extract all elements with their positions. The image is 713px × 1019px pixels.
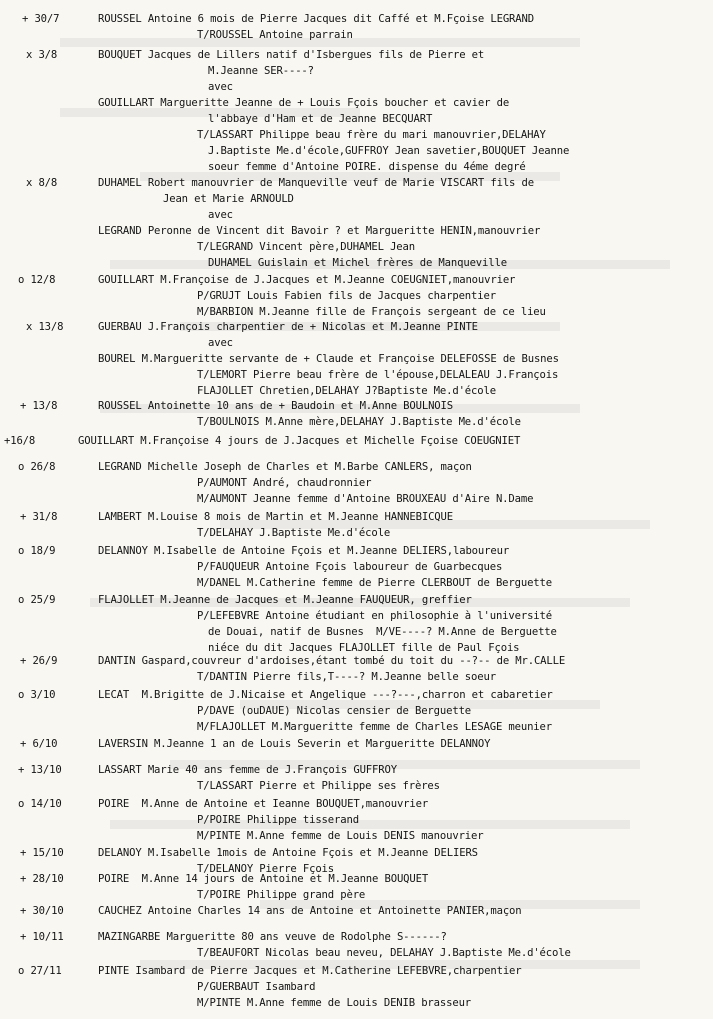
entry-detail-line: T/LEMORT Pierre beau frère de l'épouse,DELALEAU J.François — [197, 369, 559, 381]
entry-main-line: LAMBERT M.Louise 8 mois de Martin et M.Jeanne HANNEBICQUE — [98, 511, 453, 523]
entry-detail-line: GOUILLART Margueritte Jeanne de + Louis Fçois boucher et cavier de — [98, 97, 510, 109]
entry-date-marker: o 26/8 — [18, 461, 56, 473]
entry-detail-line: P/POIRE Philippe tisserand — [197, 814, 359, 826]
entry-detail-line: T/DANTIN Pierre fils,T----? M.Jeanne belle soeur — [197, 671, 496, 683]
entry-main-line: ROUSSEL Antoinette 10 ans de + Baudoin et M.Anne BOULNOIS — [98, 400, 453, 412]
entry-detail-line: T/BEAUFORT Nicolas beau neveu, DELAHAY J.Baptiste Me.d'école — [197, 947, 571, 959]
entry-detail-line: M/DANEL M.Catherine femme de Pierre CLERBOUT de Berguette — [197, 577, 552, 589]
entry-detail-line: P/FAUQUEUR Antoine Fçois laboureur de Guarbecques — [197, 561, 503, 573]
entry-date-marker: o 25/9 — [18, 594, 56, 606]
entry-date-marker: + 30/10 — [20, 905, 64, 917]
entry-date-marker: + 31/8 — [20, 511, 58, 523]
entry-detail-line: J.Baptiste Me.d'école,GUFFROY Jean savetier,BOUQUET Jeanne — [208, 145, 570, 157]
entry-date-marker: x 8/8 — [26, 177, 58, 189]
entry-detail-line: Jean et Marie ARNOULD — [163, 193, 294, 205]
entry-detail-line: T/POIRE Philippe grand père — [197, 889, 366, 901]
entry-main-line: POIRE M.Anne de Antoine et Ieanne BOUQUET,manouvrier — [98, 798, 429, 810]
entry-detail-line: avec — [208, 337, 233, 349]
entry-detail-line: BOUREL M.Margueritte servante de + Claude et Françoise DELEFOSSE de Busnes — [98, 353, 559, 365]
entry-main-line: LASSART Marie 40 ans femme de J.François GUFFROY — [98, 764, 397, 776]
entry-main-line: ROUSSEL Antoine 6 mois de Pierre Jacques dit Caffé et M.Fçoise LEGRAND — [98, 13, 534, 25]
entry-detail-line: T/LEGRAND Vincent père,DUHAMEL Jean — [197, 241, 415, 253]
entry-date-marker: +16/8 — [4, 435, 36, 447]
entry-date-marker: + 6/10 — [20, 738, 58, 750]
entry-date-marker: + 15/10 — [20, 847, 64, 859]
entry-detail-line: P/LEFEBVRE Antoine étudiant en philosophie à l'université — [197, 610, 552, 622]
entry-date-marker: x 3/8 — [26, 49, 58, 61]
entry-detail-line: M/PINTE M.Anne femme de Louis DENIS manouvrier — [197, 830, 484, 842]
entry-date-marker: x 13/8 — [26, 321, 64, 333]
entry-main-line: DUHAMEL Robert manouvrier de Manqueville veuf de Marie VISCART fils de — [98, 177, 534, 189]
entry-detail-line: avec — [208, 209, 233, 221]
entry-detail-line: M/FLAJOLLET M.Margueritte femme de Charles LESAGE meunier — [197, 721, 552, 733]
entry-detail-line: M/PINTE M.Anne femme de Louis DENIB brasseur — [197, 997, 472, 1009]
entry-main-line: CAUCHEZ Antoine Charles 14 ans de Antoine et Antoinette PANIER,maçon — [98, 905, 522, 917]
entry-main-line: DANTIN Gaspard,couvreur d'ardoises,étant tombé du toit du --?-- de Mr.CALLE — [98, 655, 566, 667]
entry-main-line: FLAJOLLET M.Jeanne de Jacques et M.Jeanne FAUQUEUR, greffier — [98, 594, 472, 606]
entry-detail-line: M/BARBION M.Jeanne fille de François sergeant de ce lieu — [197, 306, 546, 318]
entry-detail-line: P/GUERBAUT Isambard — [197, 981, 316, 993]
entry-main-line: DELANOY M.Isabelle 1mois de Antoine Fçois et M.Jeanne DELIERS — [98, 847, 478, 859]
entry-date-marker: + 30/7 — [22, 13, 60, 25]
entry-detail-line: T/ROUSSEL Antoine parrain — [197, 29, 353, 41]
entry-detail-line: M/AUMONT Jeanne femme d'Antoine BROUXEAU d'Aire N.Dame — [197, 493, 534, 505]
entry-main-line: MAZINGARBE Margueritte 80 ans veuve de Rodolphe S------? — [98, 931, 447, 943]
entry-detail-line: de Douai, natif de Busnes M/VE----? M.Anne de Berguette — [208, 626, 557, 638]
entry-main-line: PINTE Isambard de Pierre Jacques et M.Catherine LEFEBVRE,charpentier — [98, 965, 522, 977]
entry-main-line: GOUILLART M.Françoise de J.Jacques et M.Jeanne COEUGNIET,manouvrier — [98, 274, 516, 286]
entry-main-line: POIRE M.Anne 14 jours de Antoine et M.Jeanne BOUQUET — [98, 873, 429, 885]
entry-detail-line: avec — [208, 81, 233, 93]
entry-main-line: BOUQUET Jacques de Lillers natif d'Isbergues fils de Pierre et — [98, 49, 485, 61]
entry-detail-line: LEGRAND Peronne de Vincent dit Bavoir ? et Margueritte HENIN,manouvrier — [98, 225, 541, 237]
entry-detail-line: P/DAVE (ouDAUE) Nicolas censier de Berguette — [197, 705, 472, 717]
entry-main-line: LEGRAND Michelle Joseph de Charles et M.Barbe CANLERS, maçon — [98, 461, 472, 473]
entry-detail-line: T/BOULNOIS M.Anne mère,DELAHAY J.Baptiste Me.d'école — [197, 416, 521, 428]
entry-detail-line: P/GRUJT Louis Fabien fils de Jacques charpentier — [197, 290, 496, 302]
entry-date-marker: + 26/9 — [20, 655, 58, 667]
entry-main-line: LECAT M.Brigitte de J.Nicaise et Angelique ---?---,charron et cabaretier — [98, 689, 553, 701]
entry-detail-line: T/LASSART Philippe beau frère du mari manouvrier,DELAHAY — [197, 129, 546, 141]
entry-detail-line: FLAJOLLET Chretien,DELAHAY J?Baptiste Me.d'école — [197, 385, 496, 397]
entry-date-marker: o 12/8 — [18, 274, 56, 286]
entry-detail-line: DUHAMEL Guislain et Michel frères de Manqueville — [208, 257, 507, 269]
entry-date-marker: o 3/10 — [18, 689, 56, 701]
entry-main-line: GUERBAU J.François charpentier de + Nicolas et M.Jeanne PINTE — [98, 321, 478, 333]
entry-detail-line: soeur femme d'Antoine POIRE. dispense du 4éme degré — [208, 161, 526, 173]
entry-date-marker: o 14/10 — [18, 798, 62, 810]
entry-main-line: DELANNOY M.Isabelle de Antoine Fçois et M.Jeanne DELIERS,laboureur — [98, 545, 510, 557]
entry-date-marker: + 13/10 — [18, 764, 62, 776]
entry-date-marker: o 27/11 — [18, 965, 62, 977]
entry-date-marker: + 10/11 — [20, 931, 64, 943]
entry-detail-line: P/AUMONT André, chaudronnier — [197, 477, 372, 489]
entry-detail-line: T/DELANOY Pierre Fçois — [197, 863, 335, 875]
entry-detail-line: T/LASSART Pierre et Philippe ses frères — [197, 780, 440, 792]
entry-detail-line: l'abbaye d'Ham et de Jeanne BECQUART — [208, 113, 433, 125]
entry-main-line: GOUILLART M.Françoise 4 jours de J.Jacques et Michelle Fçoise COEUGNIET — [78, 435, 521, 447]
entry-date-marker: + 13/8 — [20, 400, 58, 412]
entry-date-marker: o 18/9 — [18, 545, 56, 557]
entry-detail-line: niéce du dit Jacques FLAJOLLET fille de Paul Fçois — [208, 642, 520, 654]
entry-date-marker: + 28/10 — [20, 873, 64, 885]
entry-detail-line: M.Jeanne SER----? — [208, 65, 314, 77]
entry-main-line: LAVERSIN M.Jeanne 1 an de Louis Severin et Margueritte DELANNOY — [98, 738, 491, 750]
entry-detail-line: T/DELAHAY J.Baptiste Me.d'école — [197, 527, 391, 539]
